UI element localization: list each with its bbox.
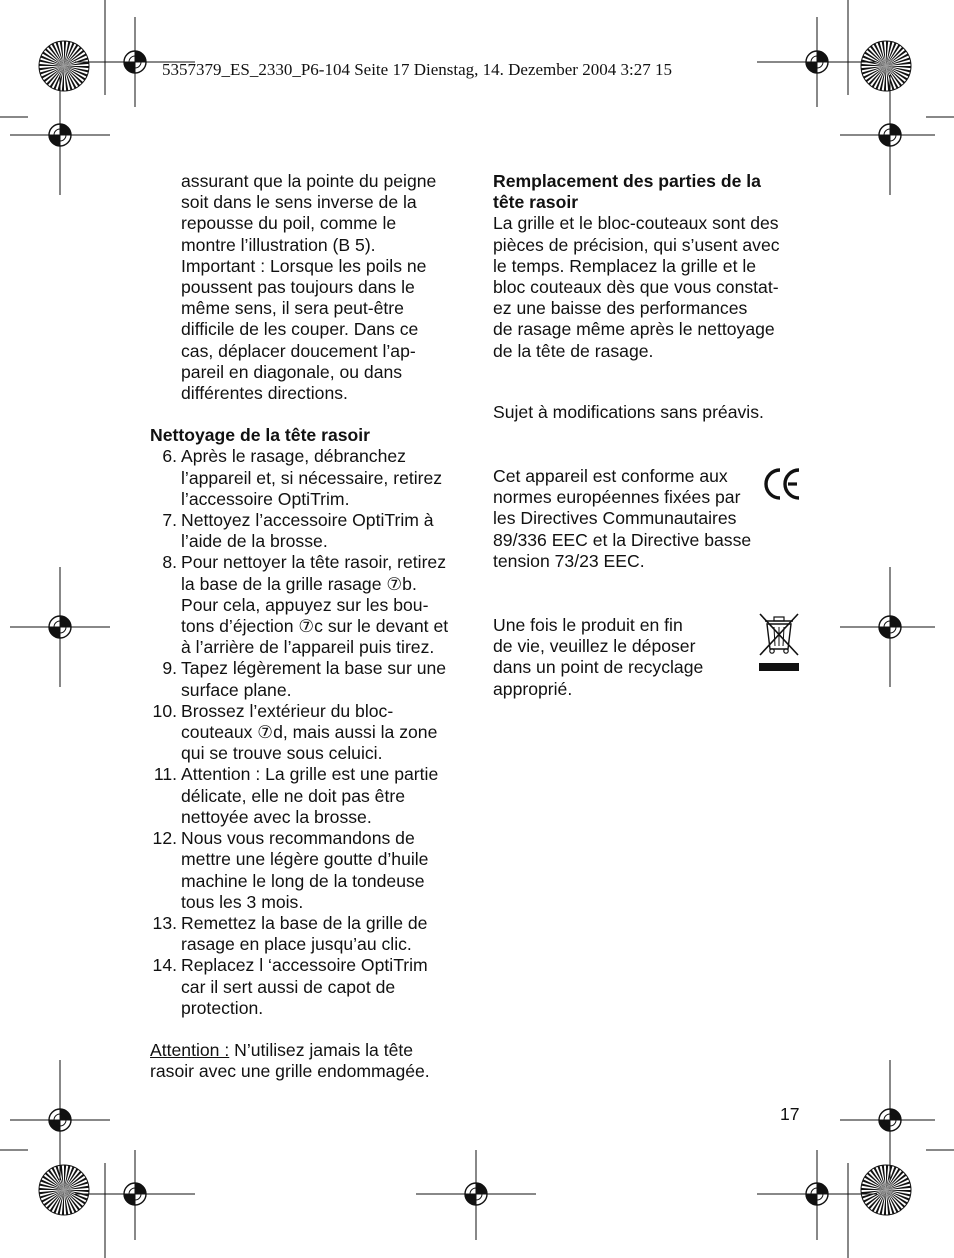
attention-label: Attention :	[150, 1039, 230, 1060]
replacement-line: La grille et le bloc-couteaux sont des	[493, 213, 779, 234]
step-number: 13.	[152, 912, 177, 933]
disposal-line: approprié.	[493, 678, 573, 699]
step-line: Nous vous recommandons de	[181, 828, 415, 849]
left-column	[150, 171, 460, 1082]
replacement-line: pièces de précision, qui s’usent avec	[493, 234, 780, 255]
step-line: Replacez l ‘accessoire OptiTrim	[181, 955, 428, 976]
replacement-heading: Remplacement des parties de la	[493, 171, 761, 191]
step-item	[150, 828, 460, 913]
replacement-line: de rasage même après le nettoyage	[493, 319, 775, 340]
step-line: Pour nettoyer la tête rasoir, retirez	[181, 552, 447, 573]
starburst-target	[861, 1165, 911, 1215]
step-item	[150, 701, 460, 765]
step-line: Brossez l’extérieur du bloc-	[181, 700, 394, 721]
intro-line: différentes directions.	[181, 383, 348, 404]
crossed-out-bin-icon	[755, 611, 803, 673]
step-number: 8.	[162, 552, 177, 573]
attention-line: rasoir avec une grille endommagée.	[150, 1061, 430, 1082]
step-number: 7.	[162, 510, 177, 531]
step-line: Nettoyez l’accessoire OptiTrim à	[181, 510, 434, 531]
step-line: tous les 3 mois.	[181, 891, 304, 912]
replacement-line: ez une baisse des performances	[493, 298, 748, 319]
conformity-line: 89/336 EEC et la Directive basse	[493, 529, 752, 550]
conformity-block	[493, 466, 808, 572]
step-line: Après le rasage, débranchez	[181, 446, 406, 467]
cleaning-heading: Nettoyage de la tête rasoir	[150, 425, 370, 446]
attention-note	[150, 1040, 460, 1061]
step-line: Attention : La grille est une partie	[181, 764, 439, 785]
page-number: 17	[780, 1104, 800, 1124]
cleaning-steps	[150, 446, 460, 1018]
ce-mark-icon	[763, 466, 803, 502]
step-line: Pour cela, appuyez sur les bou-	[181, 594, 429, 615]
step-line: l’aide de la brosse.	[181, 531, 328, 552]
step-number: 10.	[152, 700, 177, 721]
step-line: tons d’éjection ⑦c sur le devant et	[181, 616, 449, 637]
step-item	[150, 955, 460, 1019]
step-line: qui se trouve sous celuici.	[181, 743, 383, 764]
intro-line: difficile de les couper. Dans ce	[181, 319, 419, 340]
step-line: nettoyée avec la brosse.	[181, 806, 372, 827]
right-column	[493, 171, 808, 700]
step-number: 12.	[152, 828, 177, 849]
step-item	[150, 552, 460, 658]
step-line: l’accessoire OptiTrim.	[181, 488, 350, 509]
starburst-target	[39, 1165, 89, 1215]
disposal-block	[493, 615, 808, 700]
intro-line: soit dans le sens inverse de la	[181, 192, 417, 213]
step-line: surface plane.	[181, 679, 292, 700]
step-item	[150, 446, 460, 510]
step-line: rasage en place jusqu’au clic.	[181, 934, 412, 955]
disposal-line: dans un point de recyclage	[493, 657, 704, 678]
step-number: 6.	[162, 446, 177, 467]
intro-line: Important : Lorsque les poils ne	[181, 255, 427, 276]
step-item	[150, 510, 460, 552]
intro-line: cas, déplacer doucement l’ap-	[181, 340, 416, 361]
step-number: 14.	[152, 955, 177, 976]
step-item	[150, 913, 460, 955]
step-number: 11.	[153, 764, 177, 785]
step-line: Remettez la base de la grille de	[181, 912, 428, 933]
starburst-target	[39, 41, 89, 91]
step-item	[150, 764, 460, 828]
step-item	[150, 658, 460, 700]
starburst-target	[861, 41, 911, 91]
conformity-line: Cet appareil est conforme aux	[493, 466, 728, 487]
attention-text: N’utilisez jamais la tête	[229, 1039, 414, 1060]
disposal-line: Une fois le produit en fin	[493, 615, 683, 636]
print-header: 5357379_ES_2330_P6-104 Seite 17 Dienstag, 14. Dezember 2004 3:27 15	[162, 60, 672, 79]
step-line: car il sert aussi de capot de	[181, 976, 396, 997]
replacement-line: le temps. Remplacez la grille et le	[493, 255, 757, 276]
step-line: couteaux ⑦d, mais aussi la zone	[181, 722, 438, 743]
disposal-line: de vie, veuillez le déposer	[493, 636, 696, 657]
modification-notice: Sujet à modifications sans préavis.	[493, 401, 764, 422]
step-line: à l’arrière de l’appareil puis tirez.	[181, 637, 435, 658]
intro-paragraph	[150, 171, 460, 404]
intro-line: montre l’illustration (B 5).	[181, 234, 376, 255]
intro-line: pareil en diagonale, ou dans	[181, 361, 403, 382]
step-line: la base de la grille rasage ⑦b.	[181, 573, 417, 594]
step-line: délicate, elle ne doit pas être	[181, 785, 405, 806]
intro-line: repousse du poil, comme le	[181, 213, 397, 234]
replacement-line: bloc couteaux dès que vous constat-	[493, 277, 779, 298]
step-line: l’appareil et, si nécessaire, retirez	[181, 467, 443, 488]
conformity-line: normes européennes fixées par	[493, 487, 741, 508]
step-line: mettre une légère goutte d’huile	[181, 849, 429, 870]
intro-line: même sens, il sera peut-être	[181, 298, 404, 319]
step-line: Tapez légèrement la base sur une	[181, 658, 447, 679]
intro-line: poussent pas toujours dans le	[181, 277, 415, 298]
conformity-line: tension 73/23 EEC.	[493, 550, 645, 571]
step-line: machine le long de la tondeuse	[181, 870, 425, 891]
replacement-line: de la tête de rasage.	[493, 340, 654, 361]
step-number: 9.	[162, 658, 177, 679]
step-line: protection.	[181, 997, 264, 1018]
conformity-line: les Directives Communautaires	[493, 508, 737, 529]
intro-line: assurant que la pointe du peigne	[181, 171, 437, 191]
replacement-heading-line: tête rasoir	[493, 192, 579, 213]
